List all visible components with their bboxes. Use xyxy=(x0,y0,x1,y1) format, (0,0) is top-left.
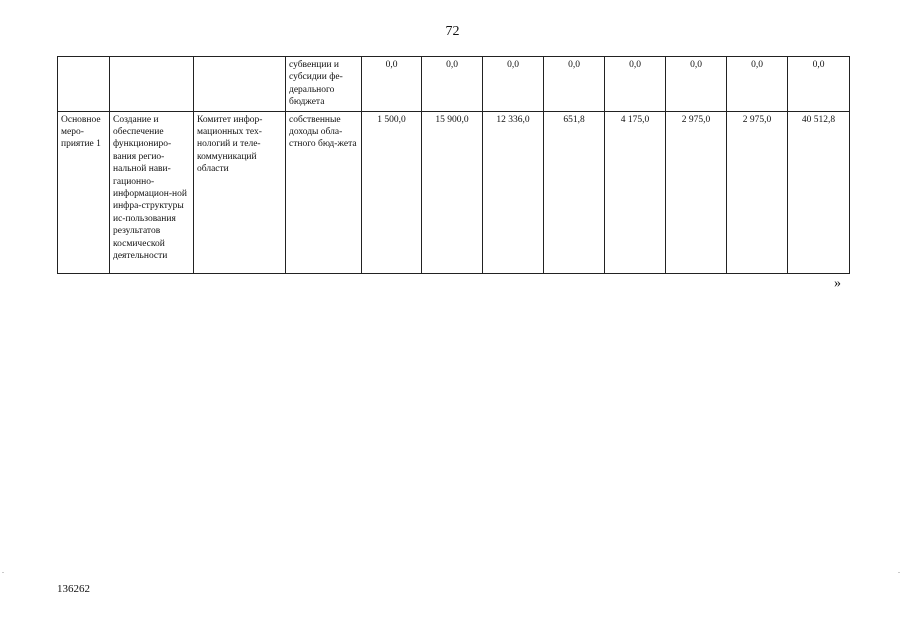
source-cell: собственные доходы обла-стного бюд-жета xyxy=(286,111,362,273)
value-cell: 0,0 xyxy=(483,57,544,112)
value-cell: 0,0 xyxy=(666,57,727,112)
value-cell: 0,0 xyxy=(362,57,422,112)
value-cell: 0,0 xyxy=(422,57,483,112)
value-cell: 0,0 xyxy=(544,57,605,112)
value-cell: 1 500,0 xyxy=(362,111,422,273)
source-cell: субвенции и субсидии фе-дерального бюджета xyxy=(286,57,362,112)
budget-table xyxy=(57,56,850,274)
table-row xyxy=(58,57,850,112)
closing-quote: » xyxy=(834,276,841,291)
value-cell: 2 975,0 xyxy=(666,111,727,273)
value-cell: 0,0 xyxy=(788,57,850,112)
footer-code: 136262 xyxy=(57,583,90,595)
table-row xyxy=(58,111,850,273)
value-cell: 12 336,0 xyxy=(483,111,544,273)
value-cell: 40 512,8 xyxy=(788,111,850,273)
value-cell: 15 900,0 xyxy=(422,111,483,273)
value-cell: 2 975,0 xyxy=(727,111,788,273)
executor-cell: Комитет инфор-мационных тех-нологий и теле-коммуникаций области xyxy=(194,111,286,273)
value-cell: 0,0 xyxy=(727,57,788,112)
name-cell: Создание и обеспечение функциониро-вания регио-нальной нави-гационно-информацион-ной инфра-структуры ис-пользования результатов космической деятельности xyxy=(110,111,194,273)
event-cell: Основное меро-приятие 1 xyxy=(58,111,110,273)
event-cell xyxy=(58,57,110,112)
page-number: 72 xyxy=(445,24,460,39)
name-cell xyxy=(110,57,194,112)
value-cell: 4 175,0 xyxy=(605,111,666,273)
left-margin-mark: . xyxy=(2,566,4,575)
executor-cell xyxy=(194,57,286,112)
value-cell: 651,8 xyxy=(544,111,605,273)
value-cell: 0,0 xyxy=(605,57,666,112)
right-margin-mark: . xyxy=(898,566,900,575)
